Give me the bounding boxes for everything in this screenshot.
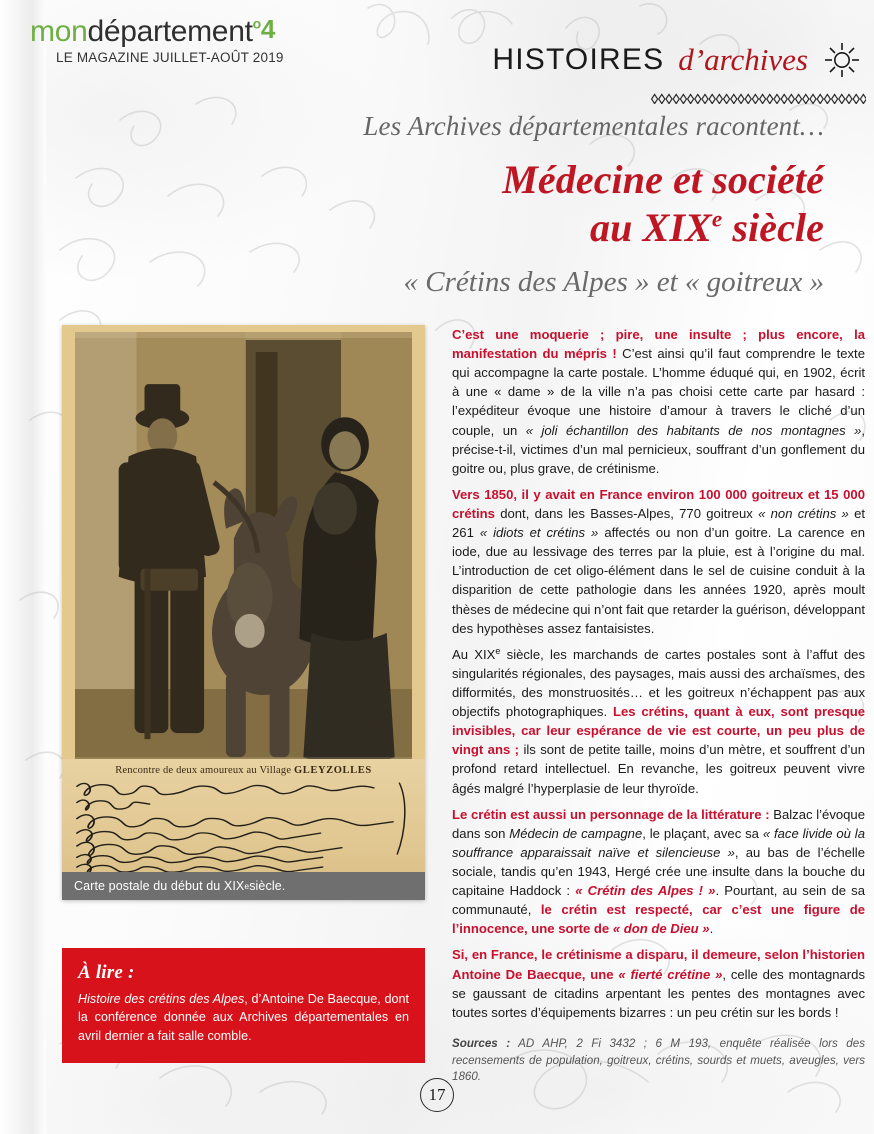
p2-lead-highlight: Vers 1850, il y avait en France environ 100 000 goitreux et 15 000 crétins (452, 486, 865, 521)
sun-icon (822, 40, 862, 80)
p1-quote: « joli échantillon des habitants de nos montagnes » (525, 422, 862, 438)
page-spine-shadow (0, 0, 46, 1134)
headline-block (234, 110, 824, 300)
photo-illustration (75, 332, 413, 763)
title-line-2 (234, 204, 824, 252)
article-paragraph-3 (452, 645, 865, 798)
page-number: 17 (420, 1078, 454, 1112)
article-paragraph-2 (452, 485, 865, 638)
postcard-printed-text: Rencontre de deux amoureux au Village (115, 765, 295, 777)
sources-note (452, 1036, 865, 1086)
a-lire-box (62, 948, 425, 1063)
title-line-2-sup: e (711, 206, 723, 233)
logo-number (253, 14, 275, 44)
magazine-logo[interactable] (30, 16, 284, 47)
article-body (452, 325, 865, 1086)
rubric-header (492, 40, 862, 80)
p4-text-a: Balzac l’évoque dans son (452, 806, 866, 841)
postcard-figure (62, 325, 425, 900)
a-lire-book-title: Histoire des crétins des Alpes (78, 992, 245, 1006)
photo-caption-sup: e (244, 881, 250, 891)
p3-text-c: ils sont de petite taille, moins d’un mètre, et souffrent d’un profond retard intellectuel. En revanche, les goitreux peuvent vivre âgés malgré l’hyperplasie de leur thyroïde. (452, 742, 865, 796)
headline-subtitle: « Crétins des Alpes » et « goitreux » (403, 265, 824, 298)
page-title (234, 156, 824, 252)
p5-text-a: , celle des montagnards se gaussant de citadins arpentant les pentes des montagnes avec toutes sortes d’équipements bizarres : un peu crétin sur les bords ! (452, 966, 865, 1020)
rubric-title: HISTOIRES (492, 43, 665, 76)
p3-ordinal-sup: e (495, 645, 501, 656)
masthead (30, 16, 284, 65)
p5-quote-fierte: « fierté crétine » (618, 966, 723, 982)
p4-text-e: . (709, 921, 714, 937)
logo-number-value: 4 (260, 14, 276, 44)
title-line-2-b: siècle (722, 204, 824, 250)
sources-text: AD AHP, 2 Fi 3432 ; 6 M 193, enquête réalisée lors des recensements de population, goitreux, crétins, sourds et muets, aveugles, vers 1860. (452, 1036, 865, 1084)
a-lire-body (78, 990, 409, 1045)
logo-number-prefix: o (252, 15, 261, 32)
p4-highlight-2: le crétin est respecté, car c’est une figure de l’innocence, une sorte de (452, 902, 866, 937)
title-line-2-a: au XIX (590, 204, 712, 250)
postcard-image (62, 325, 425, 900)
a-lire-title: À lire : (78, 962, 135, 983)
p5-lead-highlight: Si, en France, le crétinisme a disparu, il demeure, selon l’historien Antoine De Baecque, une (452, 947, 865, 982)
p2-quote-1: « non crétins » (758, 505, 849, 521)
photo-caption (62, 872, 425, 900)
p1-text-a: C’est ainsi qu’il faut comprendre le texte qui accompagne la carte postale. L’homme éduqué qui, en 1902, écrit à une « dame » de la ville n’a pas choisi cette carte par hasard : l’expéditeur évoque une histoire d’amour à travers le cliché d’un couple, un (452, 346, 865, 438)
p2-text-a: dont, dans les Basses-Alpes, 770 goitreux (494, 505, 759, 521)
p2-text-b: et 261 (452, 505, 865, 541)
p3-text-a: Au XIX (452, 646, 496, 662)
sources-label: Sources : (452, 1036, 511, 1050)
p4-text-b: , le plaçant, avec sa (642, 825, 763, 841)
article-paragraph-4 (452, 805, 865, 939)
p4-text-d: . Pourtant, au sein de sa communauté, (452, 883, 865, 918)
p2-text-c: affectés ou non d’un goitre. La carence en iode, due au lessivage des terres par la pluie, est à l’origine du mal. L’introduction de cet oligo-élément dans le sel de cuisine conduit à la disparition de cette pathologie dans les années 1920, après moult thèses de médecine qui n’ont fait que retarder la guérison, développant des hypothèses assez fantaisistes. (452, 525, 866, 636)
p1-text-b: , précise-t-il, victimes d’un mal pernicieux, souffrant d’un gonflement du goitre ou, plus grave, de crétinisme. (452, 422, 866, 476)
p4-quote-dondieu: « don de Dieu » (612, 921, 710, 937)
headline-kicker: Les Archives départementales racontent… (363, 111, 824, 141)
a-lire-book-rest: , d’Antoine De Baecque, dont la conférence donnée aux Archives départementales en avril dernier a fait salle comble. (78, 992, 409, 1043)
title-line-1: Médecine et société (502, 156, 824, 202)
p4-lead-highlight: Le crétin est aussi un personnage de la littérature : (452, 806, 770, 822)
p1-lead-highlight: C’est une moquerie ; pire, une insulte ; plus encore, la manifestation du mépris ! (452, 327, 865, 362)
p2-quote-2: « idiots et crétins » (479, 525, 599, 541)
logo-departement: département (87, 15, 253, 48)
article-paragraph-5 (452, 945, 865, 1021)
p3-text-b: siècle, les marchands de cartes postales sont à l’affut des singularités régionales, des paysages, mais aussi des archaïsmes, des difformités, des monstruosités… et les goitreux n’échappent pas aux objectifs photographiques. (452, 646, 865, 720)
postcard-handwriting (62, 775, 425, 872)
p4-book-title: Médecin de campagne (509, 825, 643, 841)
p4-quote-balzac: « face livide où la souffrance apparaissait naïve et silencieuse » (452, 825, 865, 860)
p4-quote-haddock: « Crétin des Alpes ! » (575, 883, 716, 899)
diamond-divider (651, 92, 866, 104)
logo-mon: mon (30, 15, 88, 48)
magazine-tagline: LE MAGAZINE JUILLET-AOÛT 2019 (56, 50, 284, 65)
postcard-village-name: GLEYZOLLES (294, 765, 372, 777)
postcard-photograph (75, 332, 413, 763)
p4-text-c: , au bas de l’échelle sociale, tandis qu’en 1943, Hergé crée une insulte dans la bouche du capitaine Haddock : (452, 844, 865, 899)
photo-caption-text-a: Carte postale du début du XIX (74, 879, 245, 893)
photo-caption-text-b: siècle. (249, 879, 286, 893)
p3-highlight: Les crétins, quant à eux, sont presque invisibles, car leur espérance de vie est courte, un peu plus de vingt ans ; (452, 704, 865, 758)
article-paragraph-1 (452, 325, 865, 478)
rubric-subtitle: d’archives (678, 42, 808, 77)
